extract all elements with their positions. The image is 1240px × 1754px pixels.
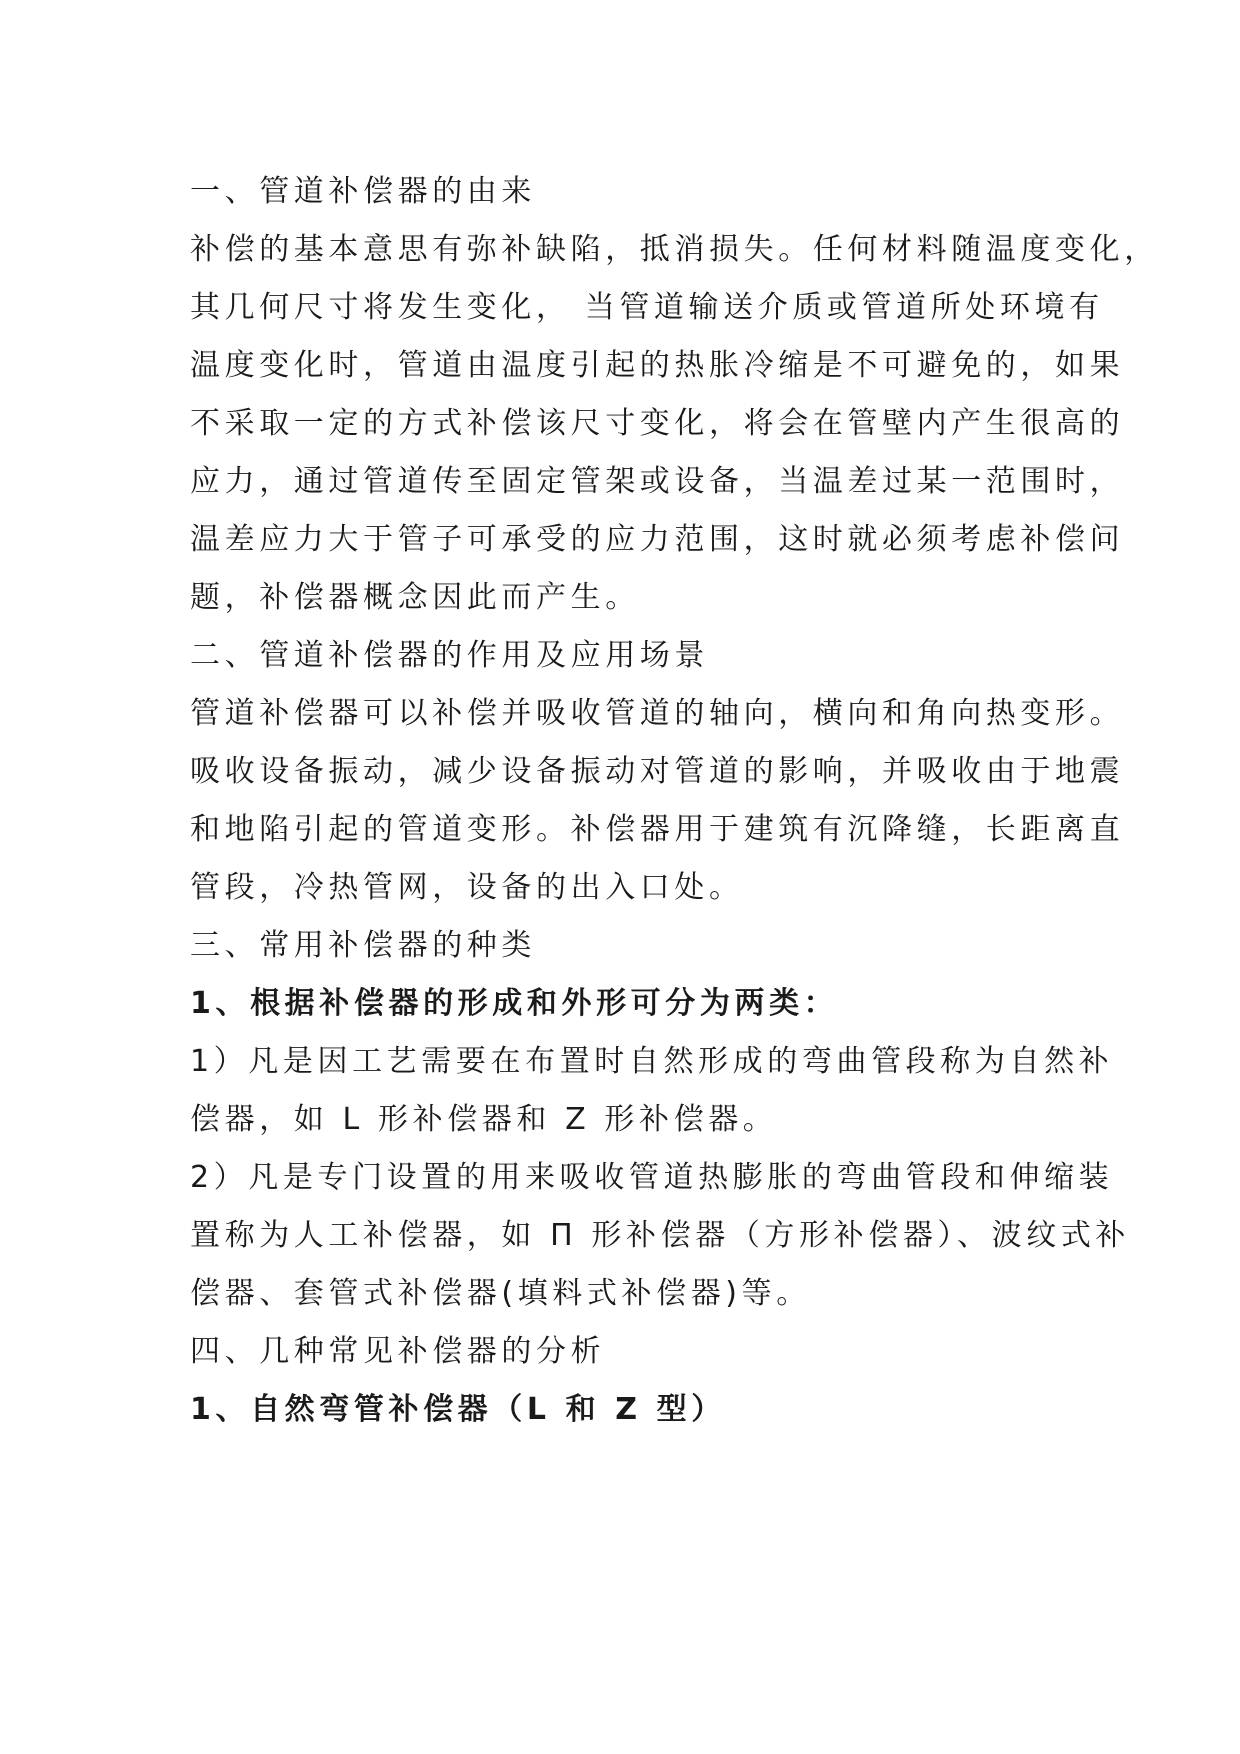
paragraph-line: 管段，冷热管网，设备的出入口处。 (190, 870, 744, 905)
heading-analysis: 四、几种常见补偿器的分析 (190, 1334, 606, 1369)
paragraph-line: 不采取一定的方式补偿该尺寸变化，将会在管壁内产生很高的 (190, 406, 1125, 441)
heading-origin: 一、管道补偿器的由来 (190, 174, 536, 209)
paragraph-line: 温差应力大于管子可承受的应力范围，这时就必须考虑补偿问 (190, 522, 1125, 557)
paragraph-line: 补偿的基本意思有弥补缺陷，抵消损失。任何材料随温度变化， (190, 232, 1159, 267)
paragraph-line: 管道补偿器可以补偿并吸收管道的轴向，横向和角向热变形。 (190, 696, 1125, 731)
paragraph-line: 应力，通过管道传至固定管架或设备，当温差过某一范围时， (190, 464, 1125, 499)
list-item-line: 2）凡是专门设置的用来吸收管道热膨胀的弯曲管段和伸缩装 (190, 1160, 1114, 1195)
subheading-classification: 1、根据补偿器的形成和外形可分为两类： (190, 986, 839, 1021)
paragraph-line: 温度变化时，管道由温度引起的热胀冷缩是不可避免的，如果 (190, 348, 1125, 383)
paragraph-line: 吸收设备振动，减少设备振动对管道的影响，并吸收由于地震 (190, 754, 1125, 789)
list-item-line: 偿器、套管式补偿器(填料式补偿器)等。 (190, 1276, 811, 1311)
heading-function: 二、管道补偿器的作用及应用场景 (190, 638, 709, 673)
list-item-line: 置称为人工补偿器，如 Π 形补偿器（方形补偿器）、波纹式补 (190, 1218, 1131, 1253)
paragraph-line: 其几何尺寸将发生变化， 当管道输送介质或管道所处环境有 (190, 290, 1104, 325)
paragraph-line: 和地陷引起的管道变形。补偿器用于建筑有沉降缝，长距离直 (190, 812, 1125, 847)
list-item-line: 偿器，如 L 形补偿器和 Z 形补偿器。 (190, 1102, 778, 1137)
paragraph-line: 题，补偿器概念因此而产生。 (190, 580, 640, 615)
list-item-line: 1）凡是因工艺需要在布置时自然形成的弯曲管段称为自然补 (190, 1044, 1114, 1079)
subheading-natural-bend: 1、自然弯管补偿器（L 和 Z 型） (190, 1392, 726, 1427)
heading-types: 三、常用补偿器的种类 (190, 928, 536, 963)
